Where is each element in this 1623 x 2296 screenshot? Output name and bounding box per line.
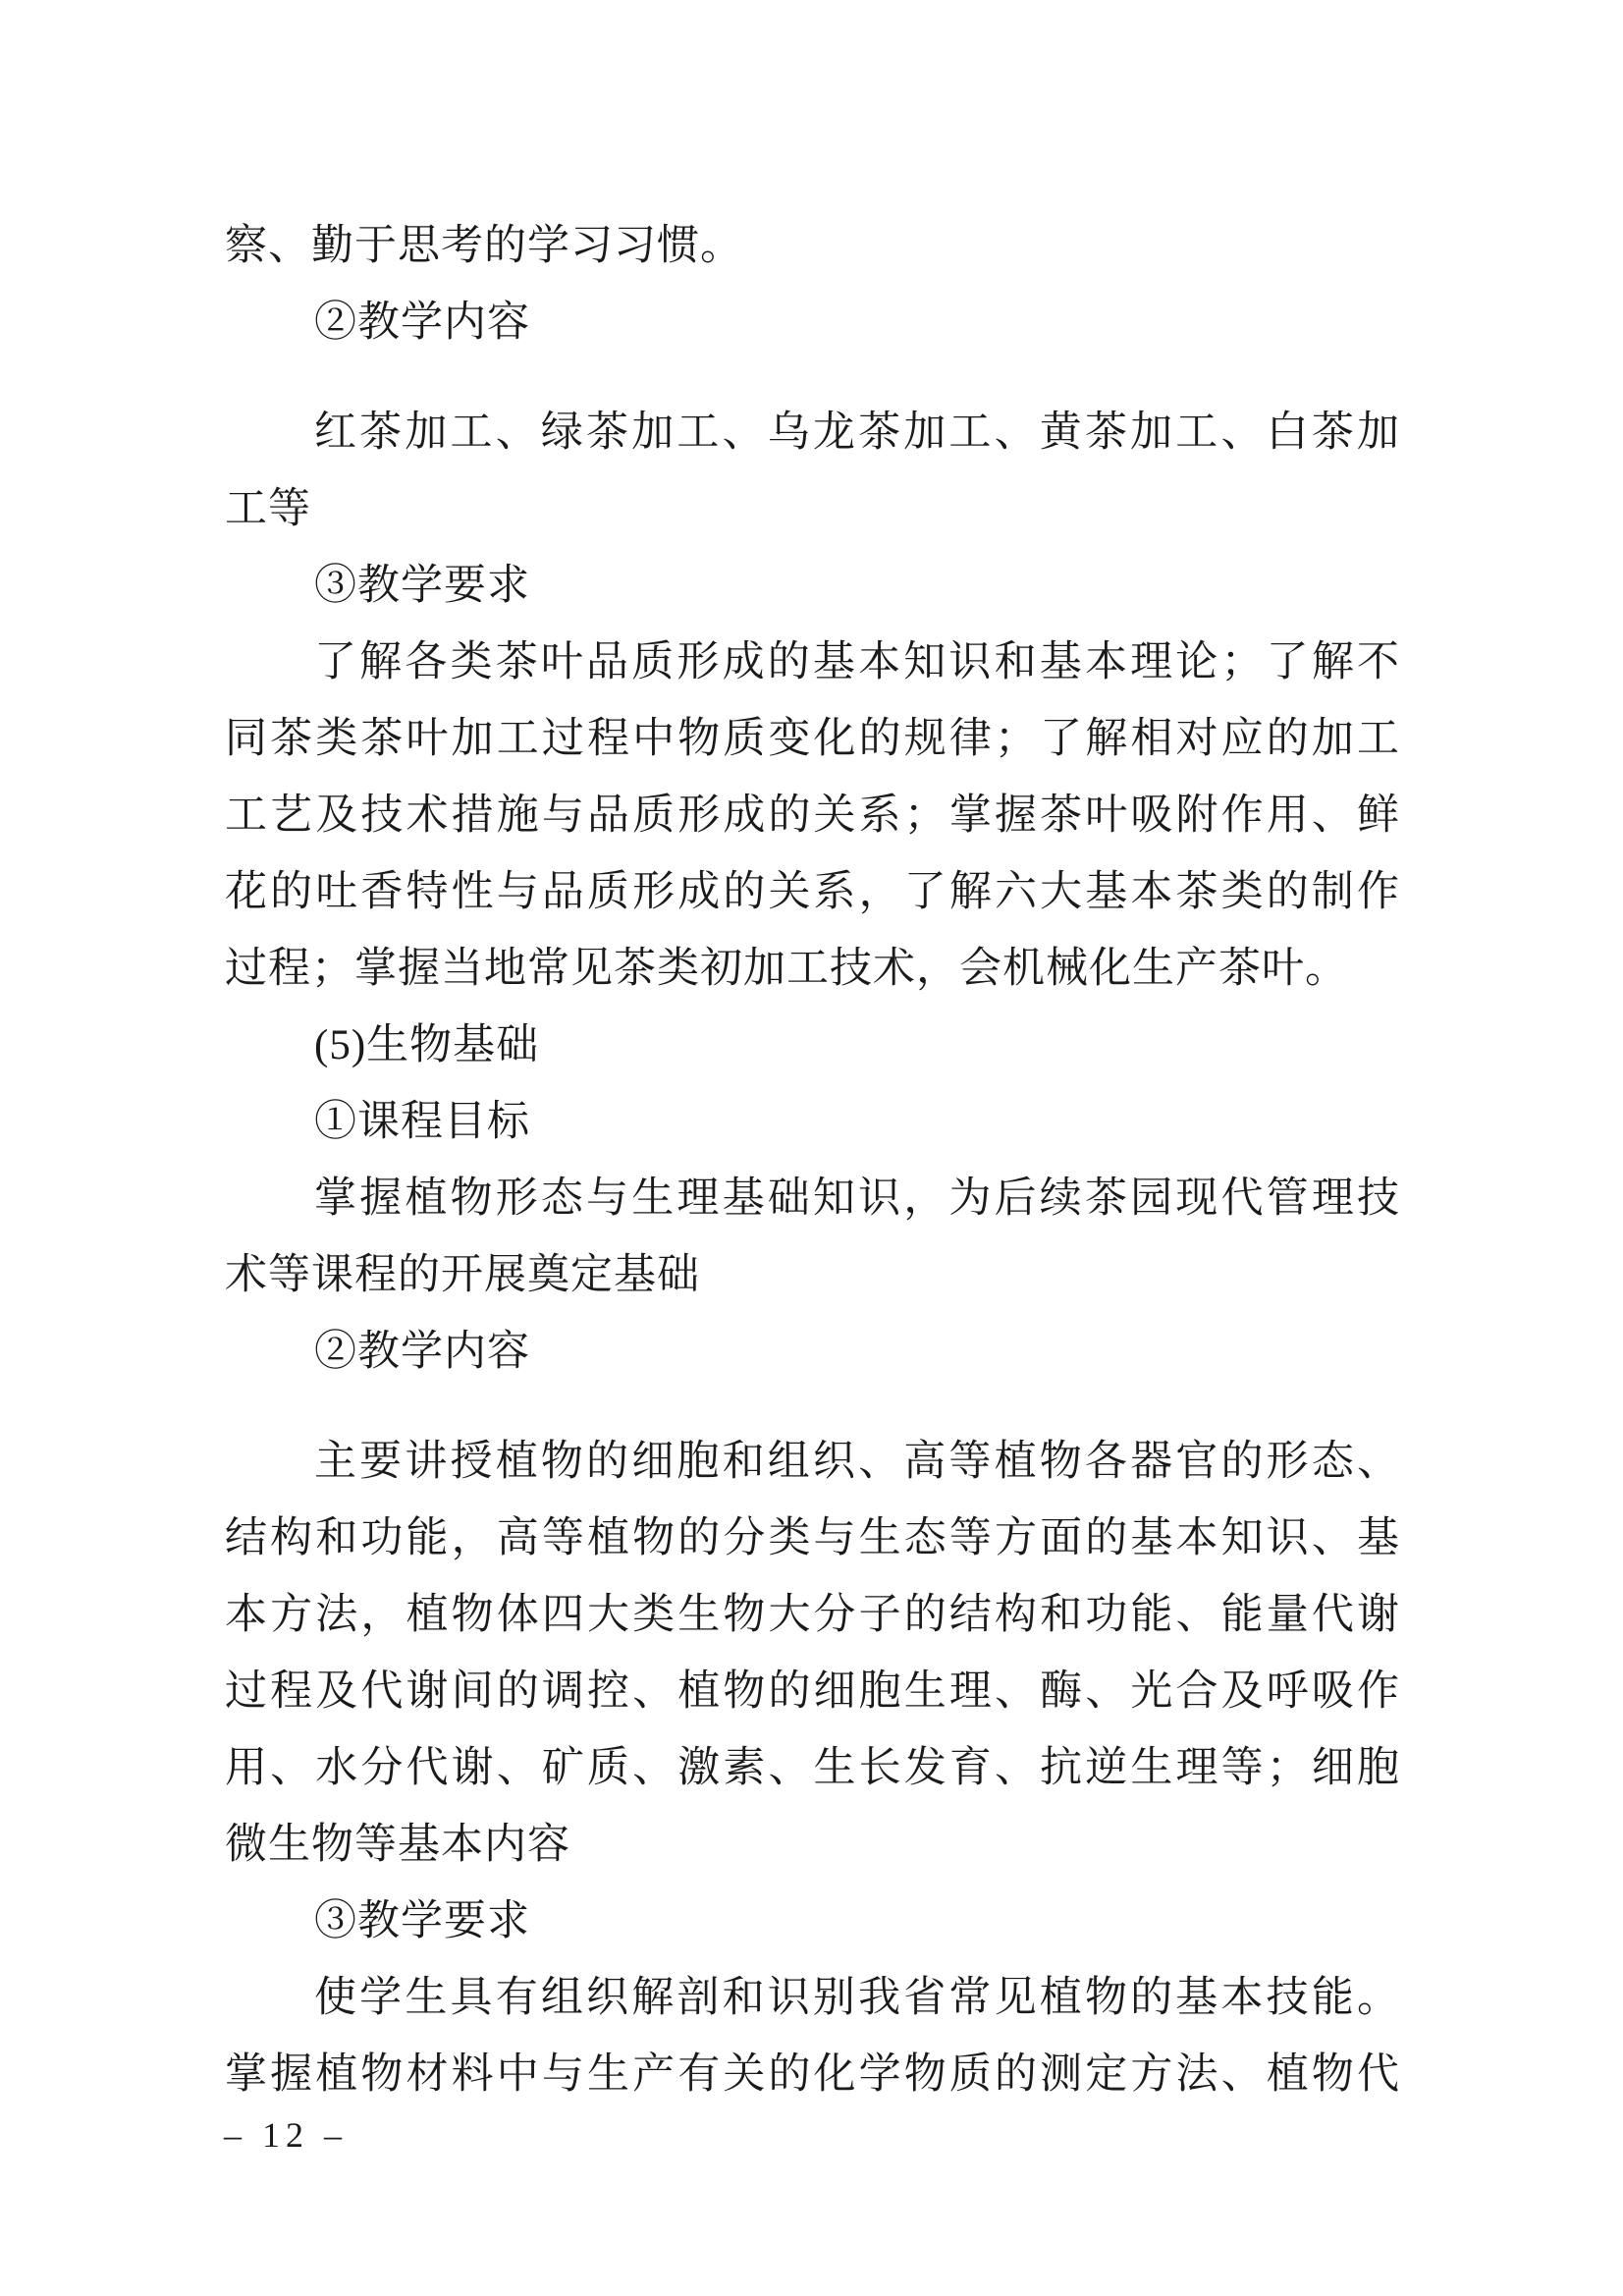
- text-line: 工等: [225, 486, 311, 532]
- text-line: ③教学要求: [314, 563, 530, 609]
- text-line: 过程及代谢间的调控、植物的细胞生理、酶、光合及呼吸作: [225, 1668, 1400, 1715]
- text-line: 结构和功能，高等植物的分类与生态等方面的基本知识、基: [225, 1515, 1400, 1561]
- text-line: 用、水分代谢、矿质、激素、生长发育、抗逆生理等；细胞: [225, 1745, 1400, 1791]
- text-line: (5)生物基础: [314, 1022, 540, 1068]
- text-line: 主要讲授植物的细胞和组织、高等植物各器官的形态、: [314, 1439, 1400, 1485]
- text-line: ②教学内容: [314, 1329, 530, 1375]
- text-line: ①课程目标: [314, 1099, 530, 1145]
- text-line: 掌握植物形态与生理基础知识，为后续茶园现代管理技: [314, 1175, 1400, 1222]
- text-block: [225, 208, 1400, 2113]
- text-line: 红茶加工、绿茶加工、乌龙茶加工、黄茶加工、白茶加: [314, 410, 1400, 456]
- text-line: 掌握植物材料中与生产有关的化学物质的测定方法、植物代: [225, 2051, 1400, 2098]
- text-line: 花的吐香特性与品质形成的关系，了解六大基本茶类的制作: [225, 869, 1400, 915]
- text-line: ③教学要求: [314, 1898, 530, 1944]
- text-line: 了解各类茶叶品质形成的基本知识和基本理论；了解不: [314, 639, 1400, 685]
- text-line: 微生物等基本内容: [225, 1822, 570, 1868]
- text-line: ②教学内容: [314, 300, 530, 346]
- text-line: 使学生具有组织解剖和识别我省常见植物的基本技能。: [314, 1975, 1400, 2021]
- text-line: 本方法，植物体四大类生物大分子的结构和功能、能量代谢: [225, 1592, 1400, 1638]
- text-line: 察、勤于思考的学习习惯。: [225, 223, 743, 269]
- text-line: 术等课程的开展奠定基础: [225, 1252, 700, 1298]
- text-line: 工艺及技术措施与品质形成的关系；掌握茶叶吸附作用、鲜: [225, 793, 1400, 839]
- text-line: 过程；掌握当地常见茶类初加工技术，会机械化生产茶叶。: [225, 946, 1348, 992]
- page-number: – 12 –: [224, 2115, 348, 2155]
- text-line: 同茶类茶叶加工过程中物质变化的规律；了解相对应的加工: [225, 716, 1400, 762]
